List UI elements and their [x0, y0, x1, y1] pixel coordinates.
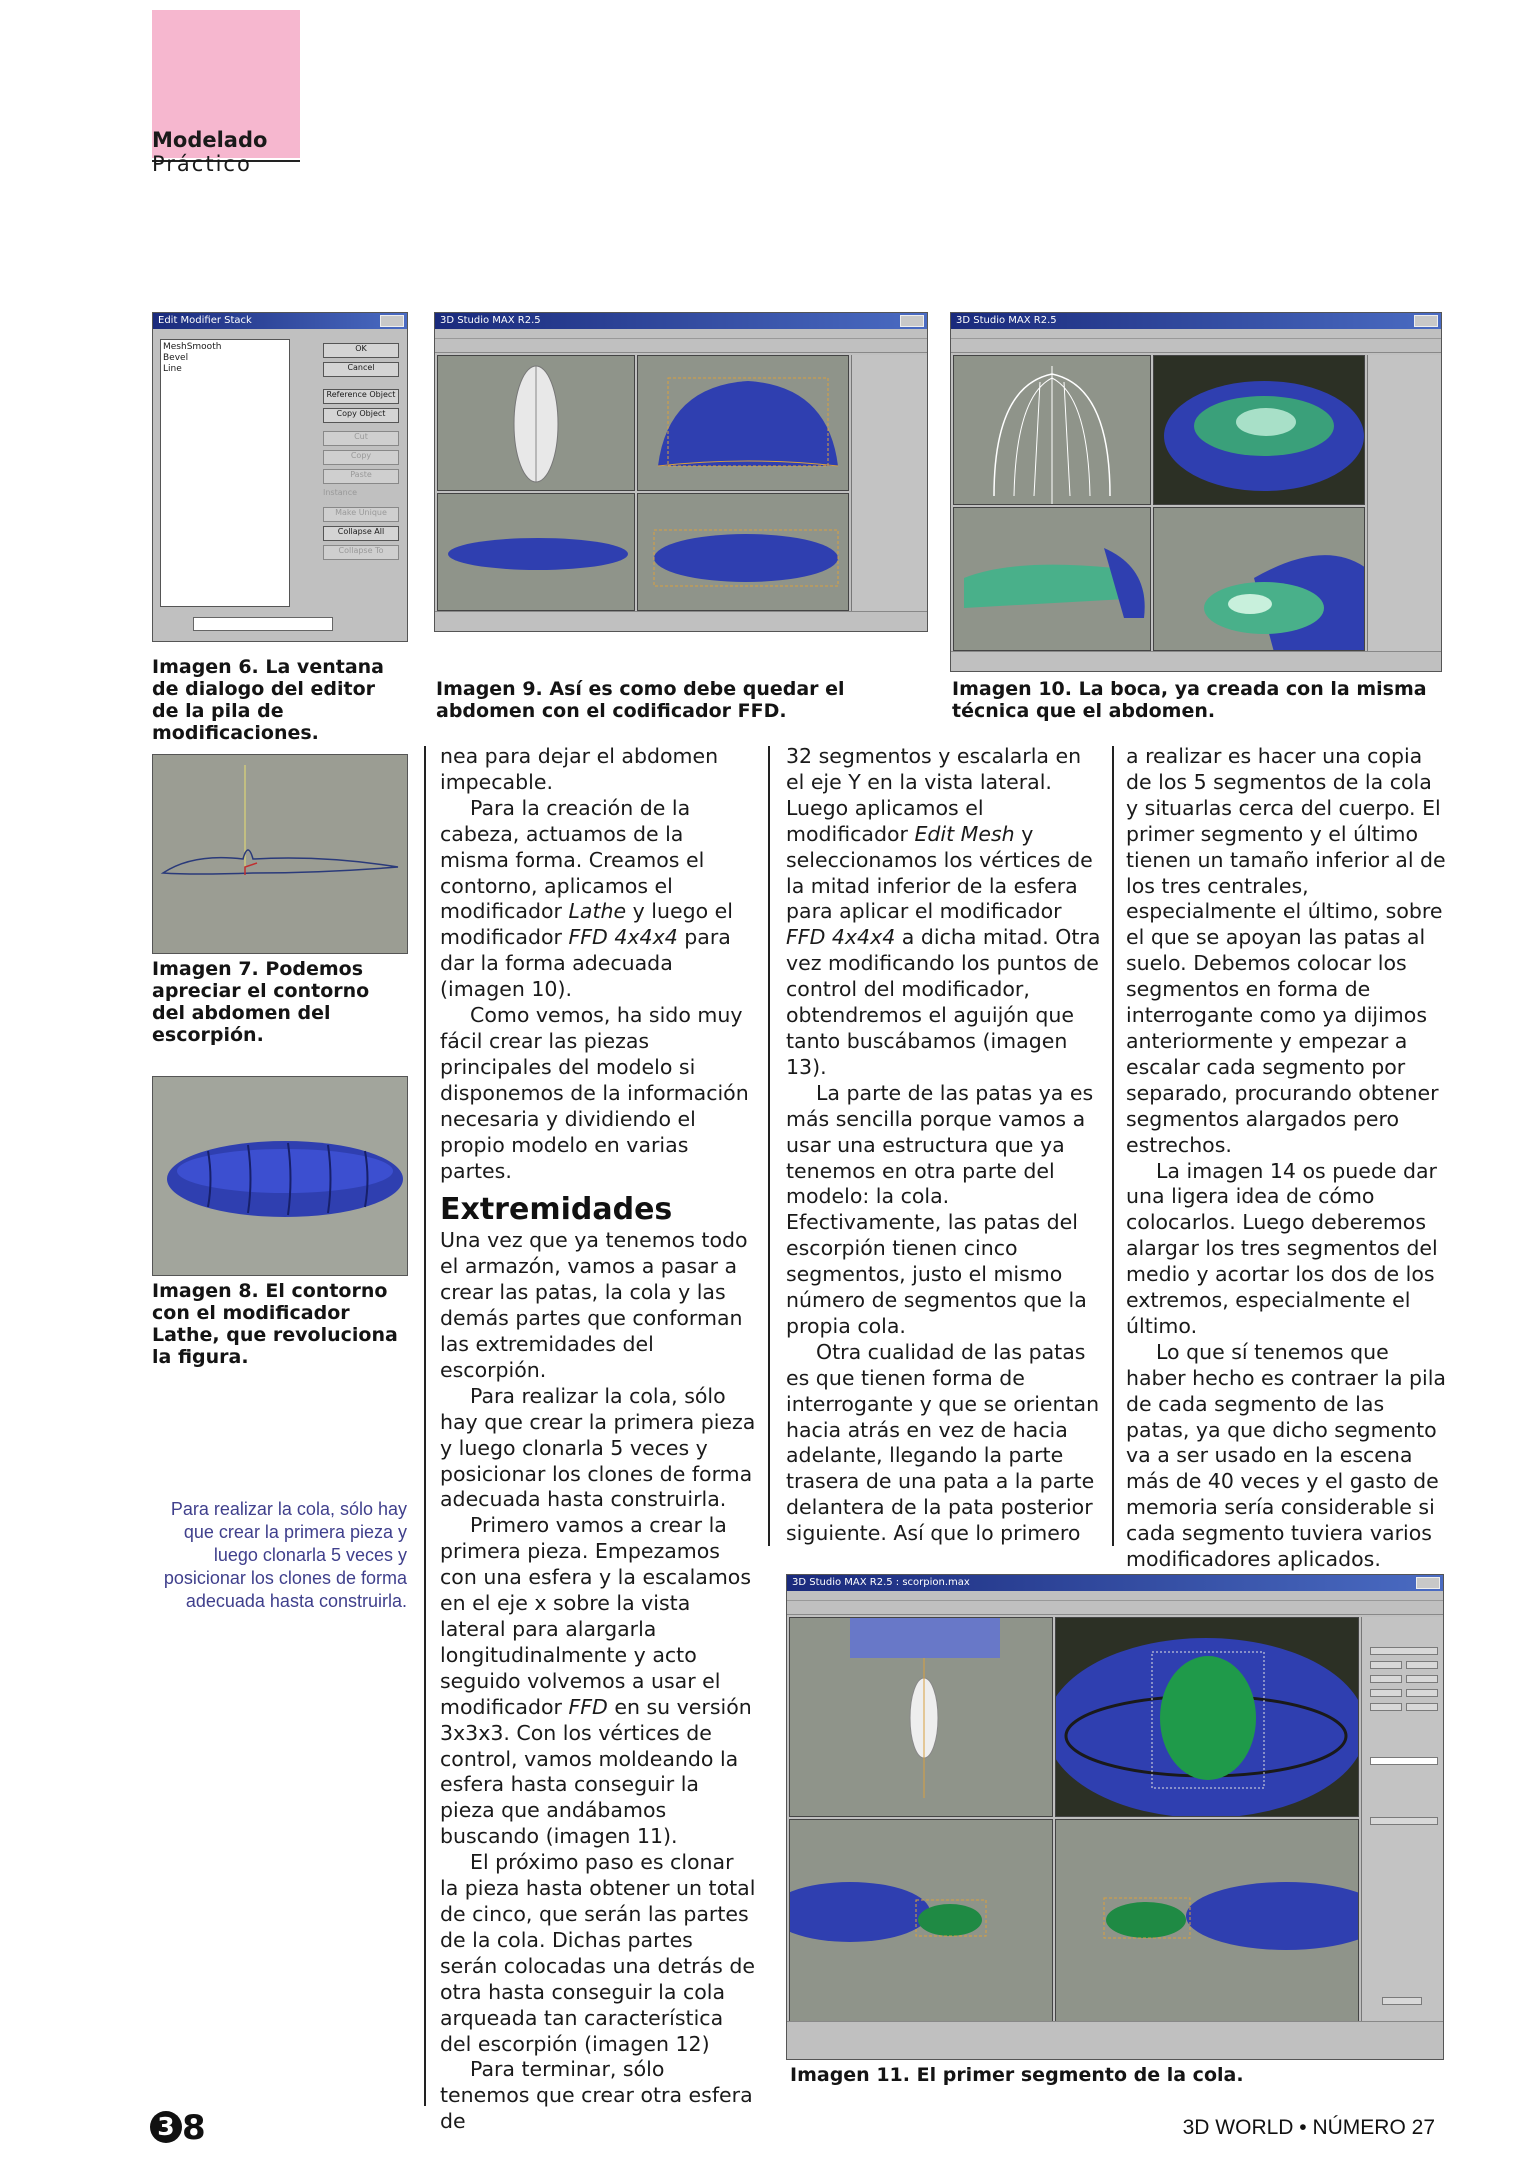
viewport-drawing [954, 356, 1151, 505]
text-run: y seleccionamos los vértices de la mitad inferior de la esfera para aplicar el modificador [786, 821, 1093, 924]
viewport-top [953, 355, 1151, 505]
caption-text: Podemos apreciar el contorno del abdomen del escorpión. [152, 958, 370, 1046]
reference-object-button: Reference Object [323, 389, 399, 404]
image-9-caption [436, 678, 928, 722]
paragraph: Para terminar, sólo tenemos que crear otra esfera de [440, 2057, 753, 2134]
paragraph: Como vemos, ha sido muy fácil crear las piezas principales del modelo si disponemos de la información necesaria y dividiendo el propio modelo en varias partes. [440, 1003, 749, 1183]
paragraph: nea para dejar el abdomen impecable. [440, 744, 719, 794]
caption-label: Imagen 11. [790, 2064, 910, 2086]
collapse-all-button: Collapse All [323, 526, 399, 541]
section-header [152, 128, 300, 176]
image-9-abdomen-ffd [434, 312, 928, 632]
window-controls-icon [1414, 315, 1438, 327]
viewport-perspective [1153, 355, 1365, 505]
paragraph: Otra cualidad de las patas es que tienen forma de interrogante y que se orientan hacia atrás en vez de hacia adelante, llegando la parte trasera de una pata a la parte delantera de la pata posterior siguiente. Así que lo primero [786, 1339, 1100, 1546]
image-11-caption [790, 2064, 1390, 2086]
ok-button: OK [323, 343, 399, 358]
magazine-footer: 3D WORLD • NÚMERO 27 [1182, 2116, 1435, 2139]
text-run-italic: Edit Mesh [914, 821, 1015, 846]
viewport-front [789, 1819, 1053, 2023]
text-run-italic: Lathe [568, 899, 627, 924]
article-column-3 [1126, 744, 1446, 1573]
column-rule-1 [424, 746, 426, 2106]
paragraph: El próximo paso es clonar la pieza hasta obtener un total de cinco, que serán las partes de la cola. Dichas partes serán colocadas una detrás de otra hasta conseguir la cola arqueada tan característica del escorpión (imagen 12) [440, 1850, 756, 2056]
image-8-lathe-result [152, 1076, 408, 1276]
viewport-front [953, 507, 1151, 651]
cancel-button: Cancel [323, 362, 399, 377]
viewport-drawing [954, 508, 1151, 651]
page-number [150, 2108, 206, 2148]
text-run: para dar la forma adecuada (imagen 10). [440, 925, 731, 1002]
dialog-buttons [323, 343, 399, 560]
paragraph: Para realizar la cola, sólo hay que crear la primera pieza y luego clonarla 5 veces y posicionar los clones de forma adecuada hasta construirla. [440, 1383, 756, 1512]
pull-quote: Para realizar la cola, sólo hay que crear la primera pieza y luego clonarla 5 veces y posicionar los clones de forma adecuada hasta construirla. [163, 1499, 407, 1611]
viewport-top [437, 355, 635, 491]
text-run: y luego el modificador [440, 899, 733, 950]
text-run: 32 segmentos y escalarla en el eje Y en la vista lateral. Luego aplicamos el modificador [786, 744, 1082, 846]
status-bar [951, 651, 1441, 671]
column-rule-2 [768, 746, 770, 1546]
status-bar [435, 611, 927, 631]
viewport-perspective [637, 355, 849, 491]
window-controls-icon [1416, 1577, 1440, 1589]
caption-label: Imagen 9. [436, 678, 543, 700]
viewport-left [1055, 1819, 1359, 2023]
copy-button: Copy [323, 450, 399, 465]
subheading-extremidades: Extremidades [440, 1192, 673, 1228]
instance-checkbox: Instance [323, 488, 358, 497]
caption-label: Imagen 7. [152, 958, 259, 980]
paragraph: La parte de las patas ya es más sencilla porque vamos a usar una estructura que ya tenemos en otra parte del modelo: la cola. Efectivamente, las patas del escorpión tienen cinco segmentos, justo el mismo número de segmentos que la propia cola. [786, 1080, 1094, 1338]
viewport-top [789, 1617, 1053, 1817]
paragraph [440, 1513, 756, 1850]
image-7-abdomen-outline [152, 754, 408, 954]
make-unique-button: Make Unique [323, 507, 399, 522]
outline-drawing [153, 755, 408, 954]
section-title: Modelado [152, 128, 268, 152]
copy-object-button: Copy Object [323, 408, 399, 423]
caption-text: El primer segmento de la cola. [916, 2064, 1244, 2086]
caption-text: Así es como debe quedar el abdomen con el codificador FFD. [436, 678, 845, 722]
paragraph [786, 744, 1104, 1081]
status-bar [787, 2021, 1443, 2059]
image-7-caption [152, 958, 382, 1046]
image-10-caption [952, 678, 1444, 722]
command-panel [1361, 1617, 1444, 2023]
section-subtitle: Práctico [152, 152, 252, 176]
column-rule-3 [1112, 746, 1114, 1546]
window-title: 3D Studio MAX R2.5 [956, 315, 1057, 326]
lathe-body-drawing [153, 1077, 408, 1276]
article-column-1 [440, 744, 756, 2135]
text-run: en su versión 3x3x3. Con los vértices de control, vamos moldeando la esfera hasta conseguir la pieza que andábamos buscando (imagen 11). [440, 1694, 752, 1849]
viewport-left [1153, 507, 1365, 651]
text-run-italic: FFD 4x4x4 [568, 925, 678, 950]
window-controls-icon [900, 315, 924, 327]
command-panel [1367, 355, 1442, 651]
caption-label: Imagen 8. [152, 1280, 259, 1302]
stack-item: Bevel [163, 353, 189, 363]
command-panel [851, 355, 928, 611]
caption-label: Imagen 10. [952, 678, 1072, 700]
viewport-drawing [438, 356, 635, 491]
menu-bar [951, 329, 1441, 339]
paragraph: Lo que sí tenemos que haber hecho es contraer la pila de cada segmento de las patas, ya que dicho segmento va a ser usado en la escena más de 40 veces y el gasto de memoria sería considerable si cada segmento tuviera varios modificadores aplicados. [1126, 1339, 1446, 1572]
viewport-left [637, 493, 849, 611]
caption-label: Imagen 6. [152, 656, 259, 678]
collapse-to-button: Collapse To [323, 545, 399, 560]
toolbar [435, 339, 927, 353]
text-run-italic: FFD [568, 1694, 608, 1719]
image-6-caption [152, 656, 408, 744]
text-run-italic: FFD 4x4x4 [786, 925, 896, 950]
page-number-circle: 3 [150, 2111, 182, 2143]
viewport-drawing [1154, 356, 1365, 505]
stack-item: Line [163, 364, 182, 374]
viewport-drawing [790, 1618, 1053, 1817]
viewport-perspective [1055, 1617, 1359, 1817]
stack-list [160, 339, 290, 607]
text-run: a dicha mitad. Otra vez modificando los puntos de control del modificador, obtendremos el aguijón que tanto buscábamos (imagen 13). [786, 925, 1101, 1079]
toolbar [787, 1601, 1443, 1615]
text-run: Para la creación de la cabeza, actuamos de la misma forma. Creamos el contorno, aplicamos el modificador [440, 795, 705, 924]
paragraph [440, 796, 756, 1003]
caption-text: La ventana de dialogo del editor de la pila de modificaciones. [152, 656, 384, 744]
caption-text: La boca, ya creada con la misma técnica que el abdomen. [952, 678, 1427, 722]
window-title: 3D Studio MAX R2.5 [440, 315, 541, 326]
viewport-drawing [1056, 1820, 1359, 2023]
paragraph: a realizar es hacer una copia de los 5 segmentos de la cola y situarlas cerca del cuerpo. El primer segmento y el último tienen un tamaño inferior al de los tres centrales, especialmente el último, sobre el que se apoyan las patas al suelo. Debemos colocar los segmentos en forma de interrogante como ya dijimos anteriormente y empezar a escalar cada segmento por separado, procurando obtener segmentos alargados pero estrechos. [1126, 744, 1446, 1157]
paste-button: Paste [323, 469, 399, 484]
toolbar [951, 339, 1441, 353]
menu-bar [435, 329, 927, 339]
menu-bar [787, 1591, 1443, 1601]
window-title: 3D Studio MAX R2.5 : scorpion.max [792, 1577, 970, 1588]
paragraph: La imagen 14 os puede dar una ligera idea de cómo colocarlos. Luego deberemos alargar los tres segmentos del medio y acortar los dos de los extremos, especialmente el último. [1126, 1158, 1438, 1338]
viewport-drawing [1154, 508, 1365, 651]
viewport-front [437, 493, 635, 611]
viewport-drawing [638, 494, 849, 611]
viewport-drawing [638, 356, 849, 491]
cut-button: Cut [323, 431, 399, 446]
name-field [193, 617, 333, 631]
text-run: Primero vamos a crear la primera pieza. Empezamos con una esfera y la escalamos en el eje x sobre la vista lateral para alargarla longitudinalmente y acto seguido volvemos a usar el modificador [440, 1513, 752, 1719]
paragraph: Una vez que ya tenemos todo el armazón, vamos a pasar a crear las patas, la cola y las demás partes que conforman las extremidades del escorpión. [440, 1228, 748, 1382]
close-icon [380, 315, 404, 327]
page-number-digit: 8 [182, 2108, 206, 2148]
image-8-caption [152, 1280, 402, 1368]
caption-text: El contorno con el modificador Lathe, que revoluciona la figura. [152, 1280, 398, 1368]
image-6-modifier-stack-dialog [152, 312, 408, 642]
viewport-drawing [1056, 1618, 1359, 1817]
dialog-title: Edit Modifier Stack [158, 315, 252, 326]
stack-item: MeshSmooth [163, 342, 222, 352]
viewport-drawing [438, 494, 635, 611]
viewport-drawing [790, 1820, 1053, 2023]
image-10-mouth [950, 312, 1442, 672]
article-column-2 [786, 744, 1104, 1547]
image-11-tail-segment [786, 1574, 1444, 2060]
